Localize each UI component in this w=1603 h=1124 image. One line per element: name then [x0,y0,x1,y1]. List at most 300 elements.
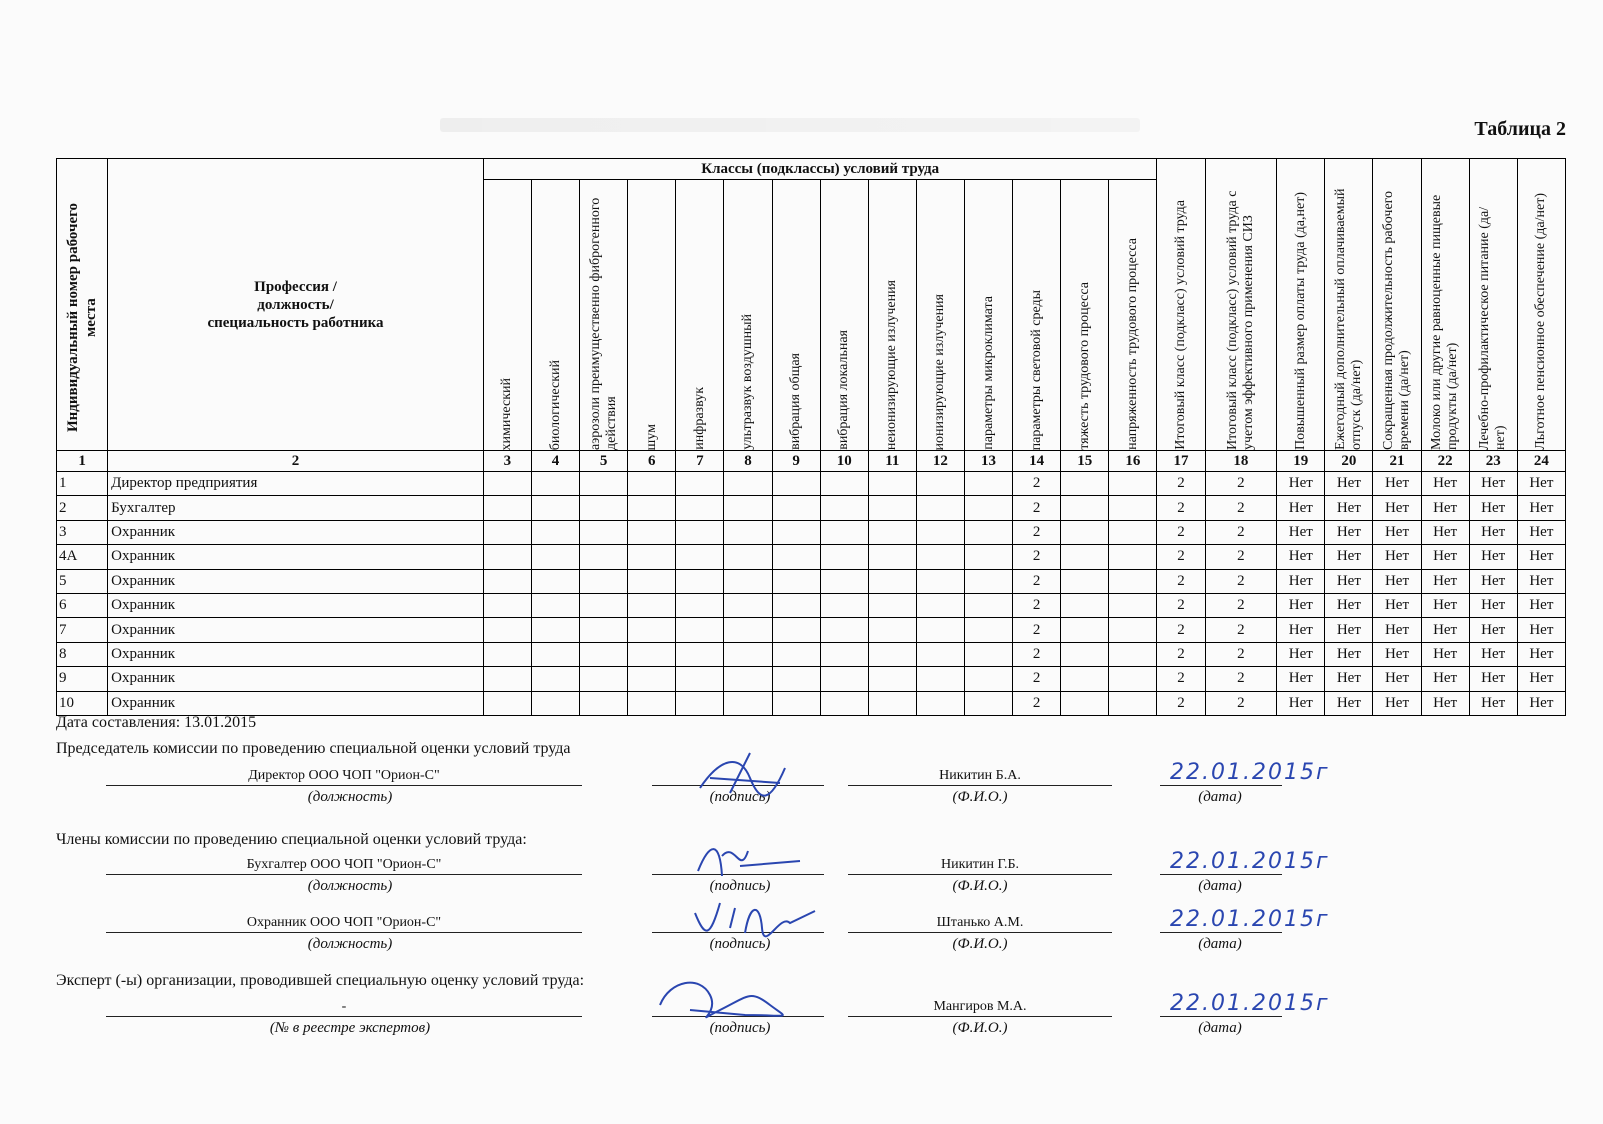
cell-workplace-number: 5 [57,569,108,593]
cell-empty [531,520,579,544]
cell-empty [868,593,916,617]
table-row [57,667,1566,691]
cell-total-class-siz: 2 [1205,545,1277,569]
hint-date-2: (дата) [1198,878,1242,894]
cell-empty [531,618,579,642]
cell-light-class: 2 [1013,545,1061,569]
cell-empty [1109,496,1157,520]
column-number: 23 [1469,451,1517,472]
header-milk: Молоко или другие равноценные пищевые продукты (да/нет) [1421,159,1469,451]
cell-empty [772,496,820,520]
cell-empty [772,691,820,715]
cell-empty [628,593,676,617]
cell-guarantee-flag: Нет [1421,667,1469,691]
expert-caption: Эксперт (-ы) организации, проводившей специальную оценку условий труда: [56,972,585,989]
cell-empty [483,569,531,593]
column-numbers-row [57,451,1566,472]
cell-total-class: 2 [1157,667,1205,691]
column-number: 4 [531,451,579,472]
cell-guarantee-flag: Нет [1325,520,1373,544]
hint-date-1: (дата) [1198,789,1242,805]
cell-empty [1109,569,1157,593]
cell-empty [820,545,868,569]
cell-empty [964,593,1012,617]
cell-empty [964,545,1012,569]
cell-guarantee-flag: Нет [1421,545,1469,569]
working-conditions-table [56,158,1566,716]
cell-empty [1109,642,1157,666]
cell-empty [483,691,531,715]
table-row [57,618,1566,642]
cell-empty [1061,569,1109,593]
cell-total-class: 2 [1157,496,1205,520]
cell-workplace-number: 9 [57,667,108,691]
cell-guarantee-flag: Нет [1325,472,1373,496]
cell-guarantee-flag: Нет [1421,520,1469,544]
header-classes-group: Классы (подклассы) условий труда [483,159,1157,180]
hint-position-1: (должность) [307,789,393,805]
cell-empty [916,618,964,642]
cell-empty [820,496,868,520]
cell-light-class: 2 [1013,618,1061,642]
header-factor-severity: тяжесть трудового процесса [1061,180,1109,451]
cell-total-class: 2 [1157,618,1205,642]
cell-guarantee-flag: Нет [1421,618,1469,642]
cell-empty [676,496,724,520]
cell-guarantee-flag: Нет [1325,545,1373,569]
cell-empty [676,691,724,715]
cell-empty [1109,520,1157,544]
cell-empty [483,496,531,520]
cell-empty [531,642,579,666]
cell-empty [868,545,916,569]
hint-fio-4: (Ф.И.О.) [952,1020,1008,1036]
signer-2-date: 22.01.2015г [1170,849,1330,874]
cell-empty [964,520,1012,544]
cell-empty [964,667,1012,691]
cell-total-class-siz: 2 [1205,496,1277,520]
cell-empty [772,545,820,569]
header-factor-nonionizing: неионизирующие излучения [868,180,916,451]
cell-empty [724,618,772,642]
cell-light-class: 2 [1013,520,1061,544]
cell-profession: Охранник [108,569,484,593]
cell-guarantee-flag: Нет [1373,520,1421,544]
signer-1-date: 22.01.2015г [1170,760,1330,785]
cell-empty [676,545,724,569]
column-number: 9 [772,451,820,472]
hint-registry: (№ в реестре экспертов) [269,1020,431,1036]
header-increased-pay: Повышенный размер оплаты труда (да,нет) [1277,159,1325,451]
column-number: 13 [964,451,1012,472]
cell-empty [772,642,820,666]
header-factor-local-vibration: вибрация локальная [820,180,868,451]
cell-empty [1109,472,1157,496]
cell-guarantee-flag: Нет [1325,618,1373,642]
cell-empty [724,545,772,569]
cell-profession: Директор предприятия [108,472,484,496]
header-workplace-number: Индивидуальный номер рабочего места [57,159,108,451]
cell-empty [580,618,628,642]
table-row [57,691,1566,715]
cell-guarantee-flag: Нет [1421,593,1469,617]
cell-total-class-siz: 2 [1205,593,1277,617]
cell-empty [483,642,531,666]
hint-fio-3: (Ф.И.О.) [952,936,1008,952]
cell-workplace-number: 6 [57,593,108,617]
cell-profession: Охранник [108,520,484,544]
cell-empty [820,593,868,617]
cell-empty [676,667,724,691]
signer-1-position: Директор ООО ЧОП "Орион-С" [106,767,582,786]
cell-profession: Охранник [108,545,484,569]
signer-3-fio: Штанько А.М. [848,914,1112,933]
cell-guarantee-flag: Нет [1277,667,1325,691]
cell-total-class: 2 [1157,545,1205,569]
cell-guarantee-flag: Нет [1325,593,1373,617]
cell-empty [868,569,916,593]
cell-empty [868,618,916,642]
table-row [57,545,1566,569]
cell-empty [580,667,628,691]
cell-empty [964,569,1012,593]
cell-empty [580,496,628,520]
cell-guarantee-flag: Нет [1421,642,1469,666]
cell-profession: Бухгалтер [108,496,484,520]
cell-total-class-siz: 2 [1205,569,1277,593]
cell-empty [580,472,628,496]
cell-empty [916,593,964,617]
cell-guarantee-flag: Нет [1421,496,1469,520]
cell-guarantee-flag: Нет [1373,472,1421,496]
cell-guarantee-flag: Нет [1469,545,1517,569]
column-number: 24 [1517,451,1565,472]
header-factor-ionizing: ионизирующие излучения [916,180,964,451]
cell-empty [772,667,820,691]
cell-guarantee-flag: Нет [1277,618,1325,642]
signature-4-graphic [650,975,800,1030]
hint-fio-2: (Ф.И.О.) [952,878,1008,894]
cell-empty [1061,496,1109,520]
cell-empty [1061,642,1109,666]
header-total-class-siz: Итоговый класс (подкласс) условий труда с учетом эффективного применения СИЗ [1205,159,1277,451]
cell-guarantee-flag: Нет [1469,593,1517,617]
cell-guarantee-flag: Нет [1373,667,1421,691]
cell-profession: Охранник [108,618,484,642]
cell-guarantee-flag: Нет [1325,642,1373,666]
cell-empty [1061,618,1109,642]
cell-empty [628,472,676,496]
cell-empty [724,642,772,666]
cell-empty [820,520,868,544]
signature-1-graphic [690,748,800,808]
column-number: 7 [676,451,724,472]
cell-empty [483,472,531,496]
signature-3-graphic [690,893,820,943]
cell-empty [531,545,579,569]
cell-empty [724,691,772,715]
cell-light-class: 2 [1013,593,1061,617]
column-number: 21 [1373,451,1421,472]
cell-empty [916,496,964,520]
cell-guarantee-flag: Нет [1469,618,1517,642]
cell-total-class: 2 [1157,593,1205,617]
cell-guarantee-flag: Нет [1277,472,1325,496]
cell-empty [628,691,676,715]
cell-workplace-number: 10 [57,691,108,715]
cell-empty [580,569,628,593]
cell-empty [868,520,916,544]
header-total-class: Итоговый класс (подкласс) условий труда [1157,159,1205,451]
header-reduced-hours: Сокращенная продолжительность рабочего времени (да/нет) [1373,159,1421,451]
cell-empty [772,569,820,593]
cell-empty [531,691,579,715]
cell-guarantee-flag: Нет [1469,496,1517,520]
cell-guarantee-flag: Нет [1517,618,1565,642]
hint-position-3: (должность) [307,936,393,952]
cell-empty [676,618,724,642]
cell-light-class: 2 [1013,472,1061,496]
cell-guarantee-flag: Нет [1277,593,1325,617]
cell-empty [724,496,772,520]
hint-signature-4: (подпись) [709,1020,771,1036]
cell-guarantee-flag: Нет [1517,642,1565,666]
cell-guarantee-flag: Нет [1325,691,1373,715]
cell-guarantee-flag: Нет [1373,642,1421,666]
hint-date-4: (дата) [1198,1020,1242,1036]
column-number: 16 [1109,451,1157,472]
cell-workplace-number: 2 [57,496,108,520]
cell-guarantee-flag: Нет [1517,472,1565,496]
cell-total-class-siz: 2 [1205,691,1277,715]
cell-profession: Охранник [108,642,484,666]
cell-total-class-siz: 2 [1205,667,1277,691]
table-title: Таблица 2 [1474,118,1566,140]
cell-empty [1109,667,1157,691]
cell-guarantee-flag: Нет [1517,545,1565,569]
hint-signature-3: (подпись) [709,936,771,952]
cell-total-class-siz: 2 [1205,520,1277,544]
cell-guarantee-flag: Нет [1277,642,1325,666]
cell-total-class: 2 [1157,472,1205,496]
hint-position-2: (должность) [307,878,393,894]
column-number: 20 [1325,451,1373,472]
column-number: 2 [108,451,484,472]
cell-empty [916,642,964,666]
cell-empty [1109,545,1157,569]
hint-date-3: (дата) [1198,936,1242,952]
cell-guarantee-flag: Нет [1373,593,1421,617]
cell-empty [531,472,579,496]
cell-workplace-number: 7 [57,618,108,642]
cell-empty [628,667,676,691]
cell-empty [916,667,964,691]
cell-empty [1061,520,1109,544]
header-therapeutic-food: Лечебно-профилактическое питание (да/нет) [1469,159,1517,451]
signer-4-registry: - [106,998,582,1017]
cell-empty [916,472,964,496]
cell-guarantee-flag: Нет [1277,691,1325,715]
cell-guarantee-flag: Нет [1517,667,1565,691]
column-number: 3 [483,451,531,472]
signer-4-fio: Мангиров М.А. [848,998,1112,1017]
cell-workplace-number: 3 [57,520,108,544]
cell-empty [1109,593,1157,617]
header-factor-ultrasound: ультразвук воздушный [724,180,772,451]
cell-empty [868,496,916,520]
header-factor-chemical: химический [483,180,531,451]
scan-bleed-through [440,118,1140,132]
hint-fio-1: (Ф.И.О.) [952,789,1008,805]
table-row [57,496,1566,520]
cell-guarantee-flag: Нет [1517,496,1565,520]
cell-empty [531,667,579,691]
cell-empty [628,569,676,593]
cell-empty [724,472,772,496]
cell-empty [580,520,628,544]
cell-empty [580,691,628,715]
cell-empty [1061,545,1109,569]
cell-light-class: 2 [1013,569,1061,593]
cell-guarantee-flag: Нет [1469,667,1517,691]
chairman-caption: Председатель комиссии по проведению специальной оценки условий труда [56,740,571,757]
cell-empty [1061,667,1109,691]
cell-total-class: 2 [1157,691,1205,715]
signer-3-position: Охранник ООО ЧОП "Орион-С" [106,914,582,933]
cell-empty [964,496,1012,520]
cell-empty [628,496,676,520]
cell-empty [1061,472,1109,496]
cell-empty [820,642,868,666]
cell-total-class: 2 [1157,520,1205,544]
header-factor-aerosols: аэрозоли преимущественно фиброгенного действия [580,180,628,451]
cell-empty [483,520,531,544]
cell-empty [676,642,724,666]
cell-total-class-siz: 2 [1205,618,1277,642]
cell-empty [676,593,724,617]
cell-empty [676,569,724,593]
cell-total-class: 2 [1157,569,1205,593]
cell-profession: Охранник [108,593,484,617]
cell-guarantee-flag: Нет [1517,593,1565,617]
header-factor-light: параметры световой среды [1013,180,1061,451]
column-number: 10 [820,451,868,472]
cell-empty [628,545,676,569]
header-profession: Профессия / должность/ специальность работника [108,159,484,451]
cell-empty [1109,618,1157,642]
cell-guarantee-flag: Нет [1517,569,1565,593]
signature-2-graphic [690,836,810,886]
cell-guarantee-flag: Нет [1469,569,1517,593]
cell-guarantee-flag: Нет [1277,520,1325,544]
cell-empty [964,642,1012,666]
members-caption: Члены комиссии по проведению специальной оценки условий труда: [56,831,527,848]
cell-empty [676,520,724,544]
cell-light-class: 2 [1013,496,1061,520]
cell-empty [820,618,868,642]
cell-empty [772,520,820,544]
column-number: 18 [1205,451,1277,472]
table-row [57,642,1566,666]
cell-empty [628,642,676,666]
cell-guarantee-flag: Нет [1277,545,1325,569]
cell-empty [724,569,772,593]
header-factor-noise: шум [628,180,676,451]
column-number: 19 [1277,451,1325,472]
cell-guarantee-flag: Нет [1421,569,1469,593]
cell-guarantee-flag: Нет [1277,496,1325,520]
table-row [57,593,1566,617]
cell-empty [580,593,628,617]
cell-empty [772,593,820,617]
cell-empty [772,618,820,642]
cell-empty [916,691,964,715]
cell-empty [628,618,676,642]
cell-empty [580,545,628,569]
cell-empty [1061,691,1109,715]
header-additional-leave: Ежегодный дополнительный оплачиваемый отпуск (да/нет) [1325,159,1373,451]
cell-empty [483,667,531,691]
signer-3-date: 22.01.2015г [1170,907,1330,932]
compile-date: Дата составления: 13.01.2015 [56,714,257,731]
cell-guarantee-flag: Нет [1373,691,1421,715]
cell-empty [724,520,772,544]
cell-profession: Охранник [108,691,484,715]
cell-empty [868,667,916,691]
cell-guarantee-flag: Нет [1373,569,1421,593]
cell-empty [820,667,868,691]
cell-total-class: 2 [1157,642,1205,666]
column-number: 8 [724,451,772,472]
cell-guarantee-flag: Нет [1469,691,1517,715]
cell-empty [868,691,916,715]
cell-workplace-number: 8 [57,642,108,666]
column-number: 6 [628,451,676,472]
signer-1-fio: Никитин Б.А. [848,767,1112,786]
header-factor-microclimate: параметры микроклимата [964,180,1012,451]
cell-guarantee-flag: Нет [1325,569,1373,593]
cell-empty [1109,691,1157,715]
header-pension: Льготное пенсионное обеспечение (да/нет) [1517,159,1565,451]
signer-2-fio: Никитин Г.Б. [848,856,1112,875]
column-number: 5 [580,451,628,472]
cell-guarantee-flag: Нет [1325,496,1373,520]
column-number: 15 [1061,451,1109,472]
cell-guarantee-flag: Нет [1469,520,1517,544]
column-number: 14 [1013,451,1061,472]
cell-empty [724,667,772,691]
cell-guarantee-flag: Нет [1517,691,1565,715]
cell-guarantee-flag: Нет [1469,642,1517,666]
cell-empty [916,545,964,569]
signer-4-date: 22.01.2015г [1170,991,1330,1016]
cell-empty [1061,593,1109,617]
table-row [57,520,1566,544]
cell-empty [820,569,868,593]
cell-empty [580,642,628,666]
hint-signature-2: (подпись) [709,878,771,894]
cell-empty [483,593,531,617]
cell-empty [820,472,868,496]
table-row [57,569,1566,593]
cell-guarantee-flag: Нет [1469,472,1517,496]
column-number: 17 [1157,451,1205,472]
cell-guarantee-flag: Нет [1373,496,1421,520]
column-number: 12 [916,451,964,472]
cell-profession: Охранник [108,667,484,691]
cell-guarantee-flag: Нет [1373,545,1421,569]
cell-guarantee-flag: Нет [1277,569,1325,593]
